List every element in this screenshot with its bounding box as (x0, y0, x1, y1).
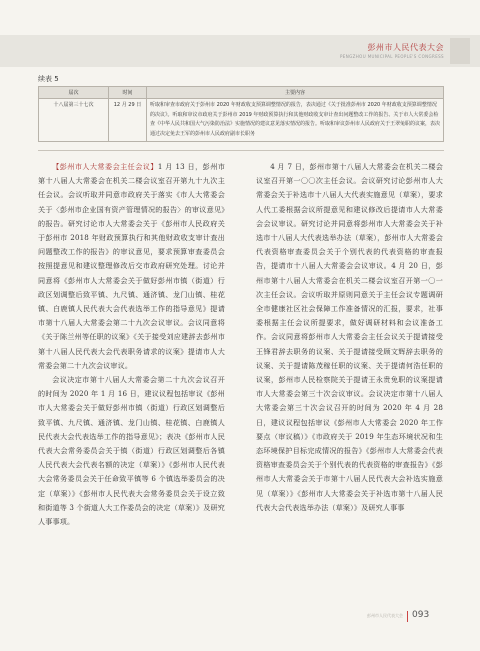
page-number-bar (407, 611, 408, 622)
column-header-date: 时间 (109, 87, 147, 99)
right-column (256, 160, 443, 515)
sessions-table (38, 86, 444, 142)
cell-session: 十八届第三十七次 (39, 99, 109, 142)
running-header-subtitle: PENGZHOU MUNICIPAL PEOPLE'S CONGRESS (339, 54, 444, 59)
header-decoration (450, 38, 470, 64)
paragraph (38, 160, 225, 373)
table-caption: 续表 5 (38, 75, 59, 83)
cell-content: 听取和审查市政府关于彭州市 2020 年财政收支预算调整情况的报告，表决通过《关于批准彭州市 2020 年财政收支预算调整情况的决议》。听取和审议市政府关于彭州市 2019 年财政预算执行和其他财政收支审计查出问题整改工作的报告、关于市人大常委会检查《中华人民共和国大气污染防治法》实施情况的建议意见落实情况的报告。听取和审议彭州市人民政府关于王翠兔职的议案，表决通过决定免去王军的彭州市人民政府副市长职务 (147, 99, 444, 142)
paragraph: 4 月 7 日，彭州市第十八届人大常委会在机关二楼会议室召开第一〇〇次主任会议。会议研究讨论彭州市人大常委会关于补选市十八届人大代表实施意见（草案），要求人代工委根据会议所提意见和建议修改后提请市人大常委会会议审议。研究讨论并同意将彭州市人大常委会关于补选市十八届人大代表选举办法（草案），彭州市人大常委会代表资格审查委员会关于个别代表的代表资格的审查报告，提请市十八届人大常委会会议审议。4 月 20 日，彭州市第十八届人大常委会在机关二楼会议室召开第一〇一次主任会议。会议听取并原则同意关于主任会议专题调研全市健康社区社会保障工作准备情况的汇报，要求，社事委根据主任会议所提要求，做好调研材料和会议准备工作。会议同意将彭州市人大常委会主任会议关于提请接受王锋君辞去职务的议案、关于提请接受顾文辉辞去职务的议案、关于提请陈茂稼任职的议案、关于提请何浩任职的议案，彭州市人民检察院关于提请王永贵免职的议案提请市人大常委会第三十次会议审议。会议决定市第十八届人大常委会第三十次会议召开的时间为 2020 年 4 月 28 日，建议议程包括审议《彭州市人大常委会 2020 年工作要点（审议稿）》《市政府关于 2019 年生态环境状况和生态环境保护目标完成情况的报告》《彭州市人大常委会代表资格审查委员会关于个别代表的代表资格的审查报告》《彭州市人大常委会关于市第十八届人民代表大会补选实施意见（草案）》《彭州市人大常委会关于补选市第十八届人民代表大会代表选举办法（草案）》及研究人事事 (256, 162, 443, 512)
footer-logo: 彭州市人民代表大会 (367, 613, 403, 618)
cell-date: 12 月 29 日 (109, 99, 147, 142)
section-divider (38, 150, 444, 151)
running-header-title: 彭州市人民代表大会 (367, 43, 444, 52)
page-number: 093 (412, 610, 430, 620)
paragraph-text: 1 月 13 日，彭州市第十八届人大常委会在机关二楼会议室召开第九十九次主任会议。会议听取并同意市政府关于落实《市人大常委会关于〈彭州市企业国有资产管理情况的报告〉的审议意见》的报告。研究讨论市人大常委会关于《彭州市人民政府关于彭州市 2018 年财政预算执行和其他财政收支审计查出问题整改工作的报告》的审议意见，要求预算审查委员会按照提意见和建议整理修改后交市政府研究处理。讨论并同意将《彭州市人大常委会关于做好彭州市镇（街道）行政区划调整后致平镇、九尺镇、通济镇、龙门山镇、桂花镇、白鹿镇人民代表大会代表选举工作的指导意见》提请市第十八届人大常委会第二十九次会议审议。会议同意将《关于陈兰州等任职的议案》《关于接受刘应建辞去彭州市第十八届人民代表大会代表职务请求的议案》提请市人大常委会第二十九次会议审议。 (38, 162, 225, 370)
left-column (38, 160, 225, 529)
section-tag: 【彭州市人大常委会主任会议】 (52, 162, 158, 171)
column-header-session: 届次 (39, 87, 109, 99)
table-row (39, 99, 444, 142)
column-header-content: 主要内容 (147, 87, 444, 99)
paragraph: 会议决定市第十八届人大常委会第二十九次会议召开的时间为 2020 年 1 月 16 日，建议议程包括审议《彭州市人大常委会关于做好彭州市镇（街道）行政区划调整后致平镇、九尺镇、通济镇、龙门山镇、桂花镇、白鹿镇人民代表大会代表选举工作的指导意见》；表决《彭州市人民代表大会常务委员会关于镇（街道）行政区划调整后各镇人民代表大会代表名额的决定（草案）》《彭州市人民代表大会常务委员会关于任命致平镇等 6 个镇选举委员会的决定（草案）》《彭州市人民代表大会常务委员会关于设立致和街道等 3 个街道人大工作委员会的决定（草案）》及研究人事事项。 (38, 375, 226, 527)
